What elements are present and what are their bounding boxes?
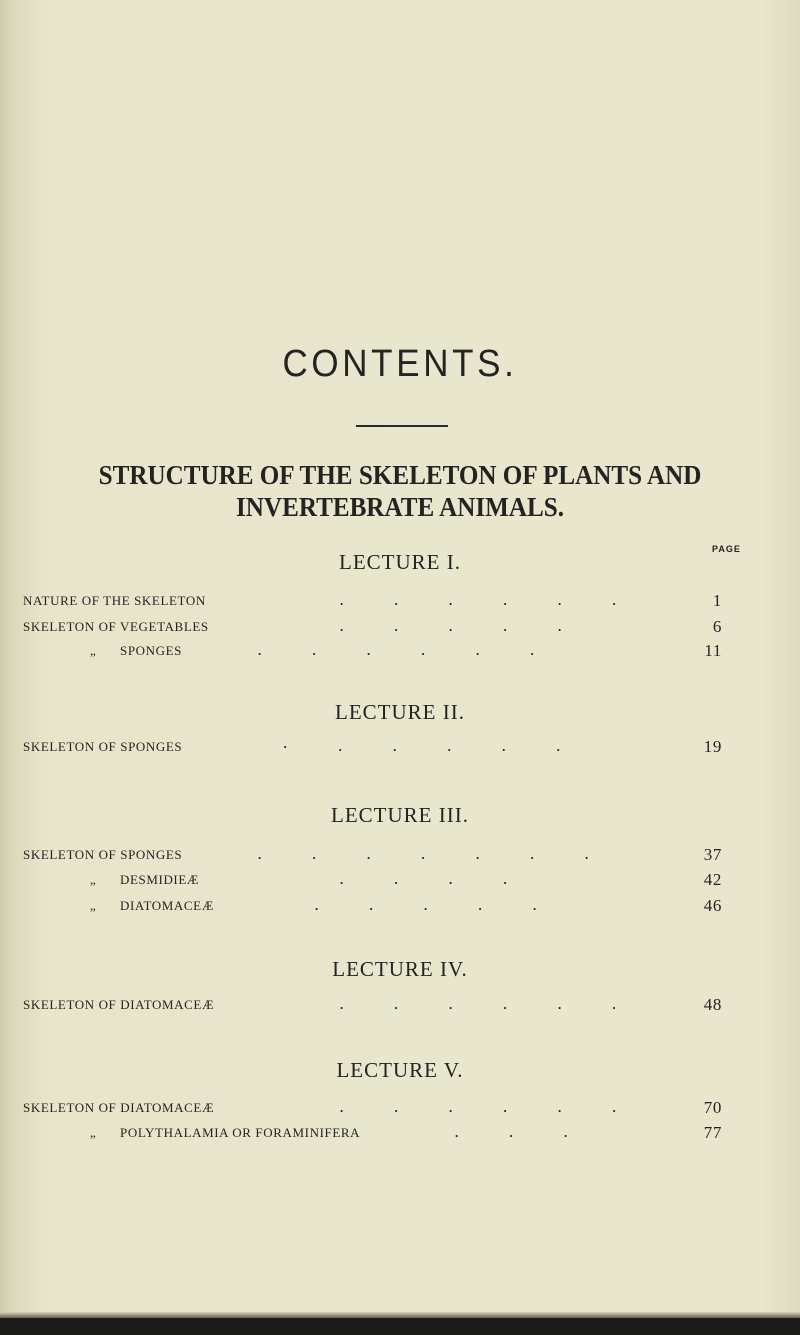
page-number: 1 (712, 591, 722, 610)
entry-title: DESMIDIEÆ (120, 872, 200, 887)
page-number: 42 (703, 870, 722, 889)
ditto-mark: „ (90, 643, 97, 658)
lecture-heading: LECTURE III. (331, 803, 469, 827)
toc-entry (0, 640, 800, 662)
toc-entry (0, 616, 800, 638)
lecture-heading: LECTURE II. (335, 700, 465, 724)
page-number: 77 (703, 1123, 722, 1142)
page-number: 11 (704, 641, 722, 660)
toc-entry (0, 590, 800, 612)
entry-title: POLYTHALAMIA OR FORAMINIFERA (120, 1125, 361, 1140)
page-number: 37 (703, 845, 722, 864)
entry-title: SKELETON OF DIATOMACEÆ (23, 997, 215, 1012)
subtitle-line-1: STRUCTURE OF THE SKELETON OF PLANTS AND (98, 460, 702, 490)
leader-dots: . . . . . (340, 619, 586, 634)
toc-entry (0, 1122, 800, 1144)
leader-dots: . . . . . (315, 898, 561, 913)
ditto-mark: „ (90, 872, 97, 887)
page-number: 46 (703, 896, 722, 915)
page-column-label: PAGE (712, 544, 741, 554)
entry-title: SKELETON OF VEGETABLES (23, 619, 209, 634)
toc-entry (0, 869, 800, 891)
leader-dots: . . . . . . (340, 1100, 640, 1115)
leader-dots: . . . . (340, 872, 531, 887)
page-number: 70 (703, 1098, 722, 1117)
entry-title: SKELETON OF SPONGES (23, 847, 183, 862)
entry-title: SKELETON OF SPONGES (23, 739, 183, 754)
page-bottom-edge (0, 1318, 800, 1335)
page-number: 19 (703, 737, 722, 756)
page-title: CONTENTS. (282, 343, 518, 385)
leader-dots: . . . . . . (258, 643, 558, 658)
lecture-heading: LECTURE IV. (332, 957, 468, 981)
toc-entry (0, 736, 800, 758)
entry-title: SPONGES (120, 643, 182, 658)
entry-title: SKELETON OF DIATOMACEÆ (23, 1100, 215, 1115)
page-number: 6 (712, 617, 722, 636)
ditto-mark: „ (90, 1125, 97, 1140)
leader-dots: . . . (455, 1125, 592, 1140)
entry-title: NATURE OF THE SKELETON (23, 593, 206, 608)
toc-entry (0, 844, 800, 866)
lecture-heading: LECTURE I. (339, 550, 461, 574)
lecture-heading: LECTURE V. (336, 1058, 464, 1082)
leader-dots: · . . . . . (283, 739, 584, 754)
toc-entry (0, 895, 800, 917)
page-number: 48 (703, 995, 722, 1014)
leader-dots: . . . . . . . (258, 847, 613, 862)
subtitle-line-2: INVERTEBRATE ANIMALS. (236, 492, 564, 522)
leader-dots: . . . . . . (340, 997, 640, 1012)
ditto-mark: „ (90, 898, 97, 913)
entry-title: DIATOMACEÆ (120, 898, 214, 913)
toc-entry (0, 994, 800, 1016)
leader-dots: . . . . . . (340, 593, 640, 608)
toc-entry (0, 1097, 800, 1119)
title-rule (356, 425, 448, 427)
